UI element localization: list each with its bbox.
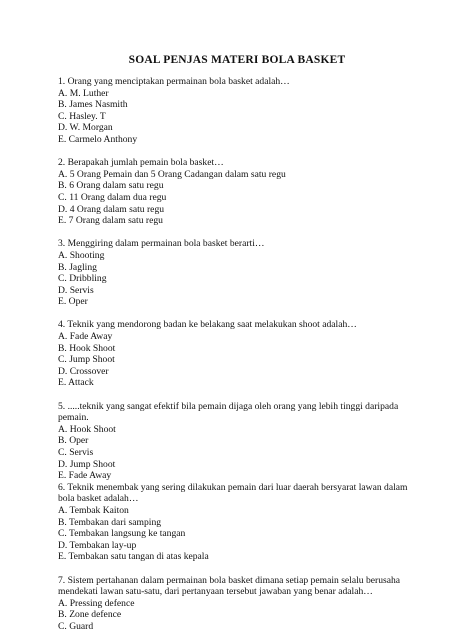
- document-title: SOAL PENJAS MATERI BOLA BASKET: [128, 54, 346, 66]
- question-stem: 2. Berapakah jumlah pemain bola basket…: [58, 157, 224, 169]
- question-3: [58, 238, 418, 308]
- answer-option: E. Tembakan satu tangan di atas kepala: [58, 551, 209, 563]
- answer-option: C. Jump Shoot: [58, 354, 115, 366]
- question-6: [58, 482, 418, 563]
- answer-option: D. W. Morgan: [58, 122, 113, 134]
- answer-option: D. Tembakan lay-up: [58, 539, 137, 551]
- answer-option: C. Guard: [58, 620, 94, 632]
- answer-option: E. Fade Away: [58, 470, 112, 482]
- answer-option: A. Pressing defence: [58, 597, 135, 609]
- answer-option: A. M. Luther: [58, 87, 109, 99]
- answer-option: B. 6 Orang dalam satu regu: [58, 180, 164, 192]
- question-list: [58, 76, 418, 633]
- answer-option: B. Zone defence: [58, 609, 122, 621]
- answer-option: A. Fade Away: [58, 331, 113, 343]
- answer-option: C. Tembakan langsung ke tangan: [58, 528, 186, 540]
- answer-option: C. Dribbling: [58, 273, 107, 285]
- answer-option: A. Tembak Kaiton: [58, 504, 129, 516]
- question-1: [58, 76, 418, 146]
- answer-option: B. Jagling: [58, 261, 97, 273]
- question-2: [58, 157, 418, 227]
- answer-option: A. Shooting: [58, 249, 105, 261]
- answer-option: E. Oper: [58, 296, 88, 308]
- question-stem: 5. .....teknik yang sangat efektif bila pemain dijaga oleh orang yang lebih tinggi daripada pemain.: [58, 400, 399, 424]
- answer-option: A. Hook Shoot: [58, 423, 116, 435]
- answer-option: C. 11 Orang dalam dua regu: [58, 191, 167, 203]
- question-stem: 6. Teknik menembak yang sering dilakukan pemain dari luar daerah bersyarat lawan dalam bola basket adalah…: [58, 481, 408, 505]
- answer-option: E. 7 Orang dalam satu regu: [58, 215, 163, 227]
- question-4: [58, 319, 418, 389]
- question-stem: 3. Menggiring dalam permainan bola basket berarti…: [58, 238, 265, 250]
- answer-option: B. James Nasmith: [58, 99, 128, 111]
- question-5: [58, 401, 418, 482]
- question-stem: 7. Sistem pertahanan dalam permainan bola basket dimana setiap pemain selalu berusaha mendekati lawan satu-satu, dari pertanyaan tersebut jawaban yang benar adalah…: [58, 574, 401, 598]
- answer-option: D. Servis: [58, 284, 94, 296]
- answer-option: B. Oper: [58, 435, 89, 447]
- answer-option: B. Hook Shoot: [58, 342, 116, 354]
- answer-option: C. Hasley. T: [58, 110, 106, 122]
- answer-option: E. Attack: [58, 377, 94, 389]
- answer-option: E. Carmelo Anthony: [58, 133, 138, 145]
- answer-option: D. Crossover: [58, 365, 109, 377]
- question-stem: 4. Teknik yang mendorong badan ke belakang saat melakukan shoot adalah…: [58, 319, 357, 331]
- answer-option: C. Servis: [58, 447, 94, 458]
- question-stem: 1. Orang yang menciptakan permainan bola basket adalah…: [58, 76, 290, 87]
- answer-option: B. Tembakan dari samping: [58, 516, 162, 528]
- answer-option: D. 4 Orang dalam satu regu: [58, 203, 165, 215]
- answer-option: A. 5 Orang Pemain dan 5 Orang Cadangan dalam satu regu: [58, 168, 286, 180]
- answer-option: D. Jump Shoot: [58, 458, 116, 470]
- question-7: [58, 575, 418, 633]
